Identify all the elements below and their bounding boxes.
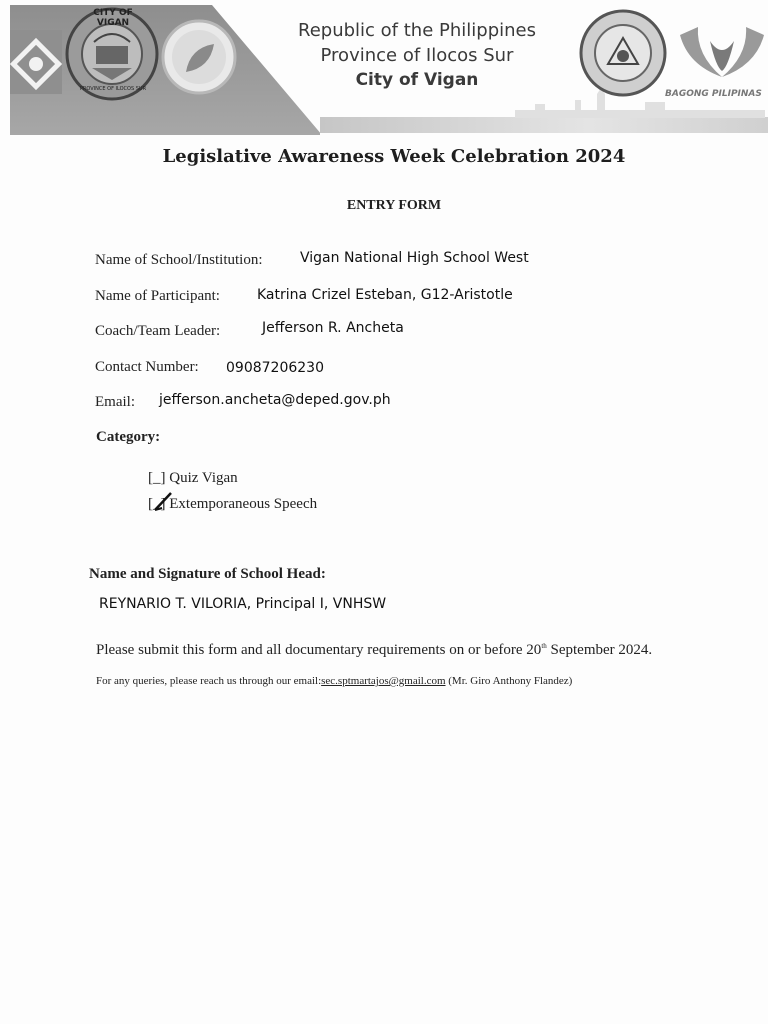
header-line-city: City of Vigan xyxy=(355,70,479,90)
header-line-republic: Republic of the Philippines xyxy=(298,20,536,41)
coach-value: Jefferson R. Ancheta xyxy=(262,320,404,336)
email-value: jefferson.ancheta@deped.gov.ph xyxy=(159,392,391,408)
heritage-logo-icon xyxy=(8,28,64,96)
participant-value: Katrina Crizel Esteban, G12-Aristotle xyxy=(257,287,513,303)
sangguniang-seal-icon xyxy=(578,8,668,98)
query-note: For any queries, please reach us through our email:sec.sptmartajos@gmail.com (Mr. Giro Anthony Flandez) xyxy=(96,675,573,687)
checkbox-speech: [_] xyxy=(148,496,169,512)
contact-label: Contact Number: xyxy=(95,359,199,375)
category-option-quiz xyxy=(148,470,238,487)
submission-note: Please submit this form and all documentary requirements on or before 20th September 2024. xyxy=(96,642,653,658)
header-line-province: Province of Ilocos Sur xyxy=(320,45,514,66)
coach-label: Coach/Team Leader: xyxy=(95,323,221,339)
form-subtitle: ENTRY FORM xyxy=(346,198,442,213)
category-option-speech xyxy=(148,496,317,513)
school-head-label: Name and Signature of School Head: xyxy=(89,566,326,582)
bagong-pilipinas-logo-icon xyxy=(676,25,768,85)
checkmark-icon xyxy=(152,490,174,514)
school-label: Name of School/Institution: xyxy=(95,252,263,268)
city-seal-subtext: PROVINCE OF ILOCOS SUR xyxy=(79,86,147,92)
school-head-value: REYNARIO T. VILORIA, Principal I, VNHSW xyxy=(99,596,387,612)
email-label: Email: xyxy=(95,394,135,410)
category-label: Category: xyxy=(96,429,161,445)
contact-value: 09087206230 xyxy=(226,360,324,376)
school-value: Vigan National High School West xyxy=(300,250,529,266)
form-title: Legislative Awareness Week Celebration 2024 xyxy=(162,146,626,167)
query-email-link[interactable]: sec.sptmartajos@gmail.com xyxy=(321,675,446,687)
city-seal-text: CITY OF VIGAN xyxy=(93,8,133,28)
category-label-speech: Extemporaneous Speech xyxy=(169,496,318,512)
leaf-logo-icon xyxy=(160,18,238,96)
category-label-quiz: Quiz Vigan xyxy=(169,470,238,486)
bagong-pilipinas-text: BAGONG PILIPINAS xyxy=(665,89,762,99)
header-strip xyxy=(320,117,768,133)
checkbox-quiz: [_] xyxy=(148,470,166,486)
participant-label: Name of Participant: xyxy=(95,288,220,304)
